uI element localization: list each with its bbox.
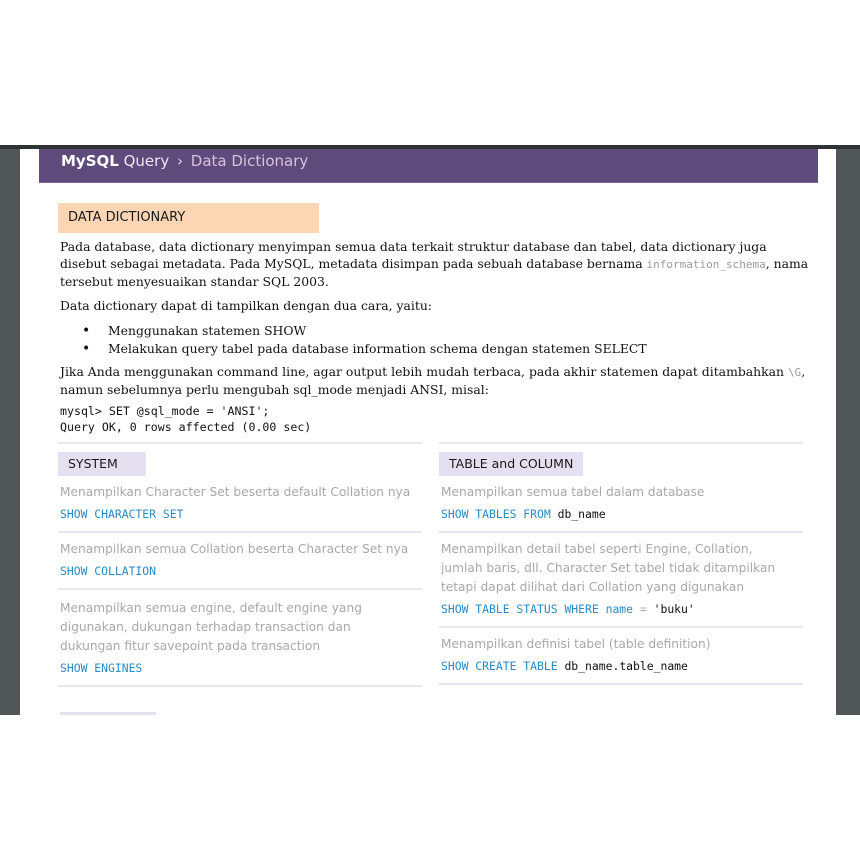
category-label-system: SYSTEM — [58, 452, 146, 476]
command-description: Menampilkan detail tabel seperti Engine, Collation, jumlah baris, dll. Character Set tabel tidak ditampilkan tetapi dapat dilihat dari Collation yang digunakan — [441, 542, 776, 594]
command-entry — [439, 533, 803, 628]
category-label-table-and-column: TABLE and COLUMN — [439, 452, 583, 476]
command-code — [60, 659, 420, 677]
document-page — [20, 149, 836, 715]
command-code — [441, 600, 801, 618]
next-category-label-partial — [60, 712, 156, 715]
command-entry — [439, 476, 803, 533]
list-item: • Melakukan query tabel pada database information schema dengan statemen SELECT — [82, 340, 647, 358]
command-description: Menampilkan Character Set beserta default Collation nya — [60, 485, 411, 499]
list-item: • Menggunakan statemen SHOW — [82, 322, 647, 340]
cli-note-text-1: Jika Anda menggunakan command line, agar output lebih mudah terbaca, pada akhir statemen dapat ditambahkan — [60, 364, 788, 379]
sql-keyword: SHOW TABLES FROM — [441, 507, 551, 521]
inline-code-g: \G — [787, 366, 802, 379]
command-description: Menampilkan semua tabel dalam database — [441, 485, 705, 499]
command-code — [60, 505, 420, 523]
sql-operator: = — [633, 602, 654, 616]
header-app: Query — [123, 152, 170, 170]
table-column-column — [439, 442, 803, 685]
breadcrumb-separator: › — [176, 152, 183, 170]
inline-code-information-schema: information_schema — [646, 258, 766, 271]
command-entry — [58, 590, 422, 687]
sql-keyword: SHOW CHARACTER SET — [60, 507, 184, 521]
ways-intro: Data dictionary dapat di tampilkan dengan dua cara, yaitu: — [60, 298, 432, 313]
intro-text-1: Pada database, data dictionary menyimpan semua data terkait struktur database dan tabel, data dictionary juga disebut sebagai metadata. Pada MySQL, metadata disimpan pada sebuah database bernama — [60, 239, 767, 271]
intro-paragraph — [60, 238, 810, 290]
divider — [58, 442, 422, 444]
header-brand: MySQL — [61, 152, 119, 170]
sql-keyword: SHOW CREATE TABLE — [441, 659, 558, 673]
terminal-line: mysql> SET @sql_mode = 'ANSI'; — [60, 404, 270, 418]
command-description: Menampilkan definisi tabel (table definition) — [441, 637, 711, 651]
divider — [439, 442, 803, 444]
terminal-line: Query OK, 0 rows affected (0.00 sec) — [60, 420, 312, 434]
sql-identifier: db_name — [550, 507, 606, 521]
page-header — [39, 149, 818, 183]
command-entry — [439, 628, 803, 685]
command-description: Menampilkan semua engine, default engine yang digunakan, dukungan terhadap transaction dan dukungan fitur savepoint pada transaction — [60, 601, 362, 653]
section-title: DATA DICTIONARY — [58, 203, 319, 233]
sql-keyword: SHOW TABLE STATUS WHERE name — [441, 602, 634, 616]
terminal-example — [60, 403, 311, 435]
sql-identifier: db_name.table_name — [557, 659, 688, 673]
command-entry — [58, 476, 422, 533]
system-column — [58, 442, 422, 687]
sql-keyword: SHOW ENGINES — [60, 661, 143, 675]
command-code — [441, 505, 801, 523]
command-description: Menampilkan semua Collation beserta Character Set nya — [60, 542, 409, 556]
sql-keyword: SHOW COLLATION — [60, 564, 157, 578]
ways-list — [82, 322, 647, 358]
command-entry — [58, 533, 422, 590]
intro-text-2: , nama tersebut menyesuaikan standar SQL 2003. — [60, 256, 809, 289]
cli-note-paragraph — [60, 363, 810, 398]
command-code — [441, 657, 801, 675]
document-viewer — [0, 145, 860, 715]
cli-note-text-2: , namun sebelumnya perlu mengubah sql_mode menjadi ANSI, misal: — [60, 364, 806, 397]
sql-string: 'buku' — [653, 602, 695, 616]
header-section: Data Dictionary — [190, 152, 309, 170]
command-code — [60, 562, 420, 580]
